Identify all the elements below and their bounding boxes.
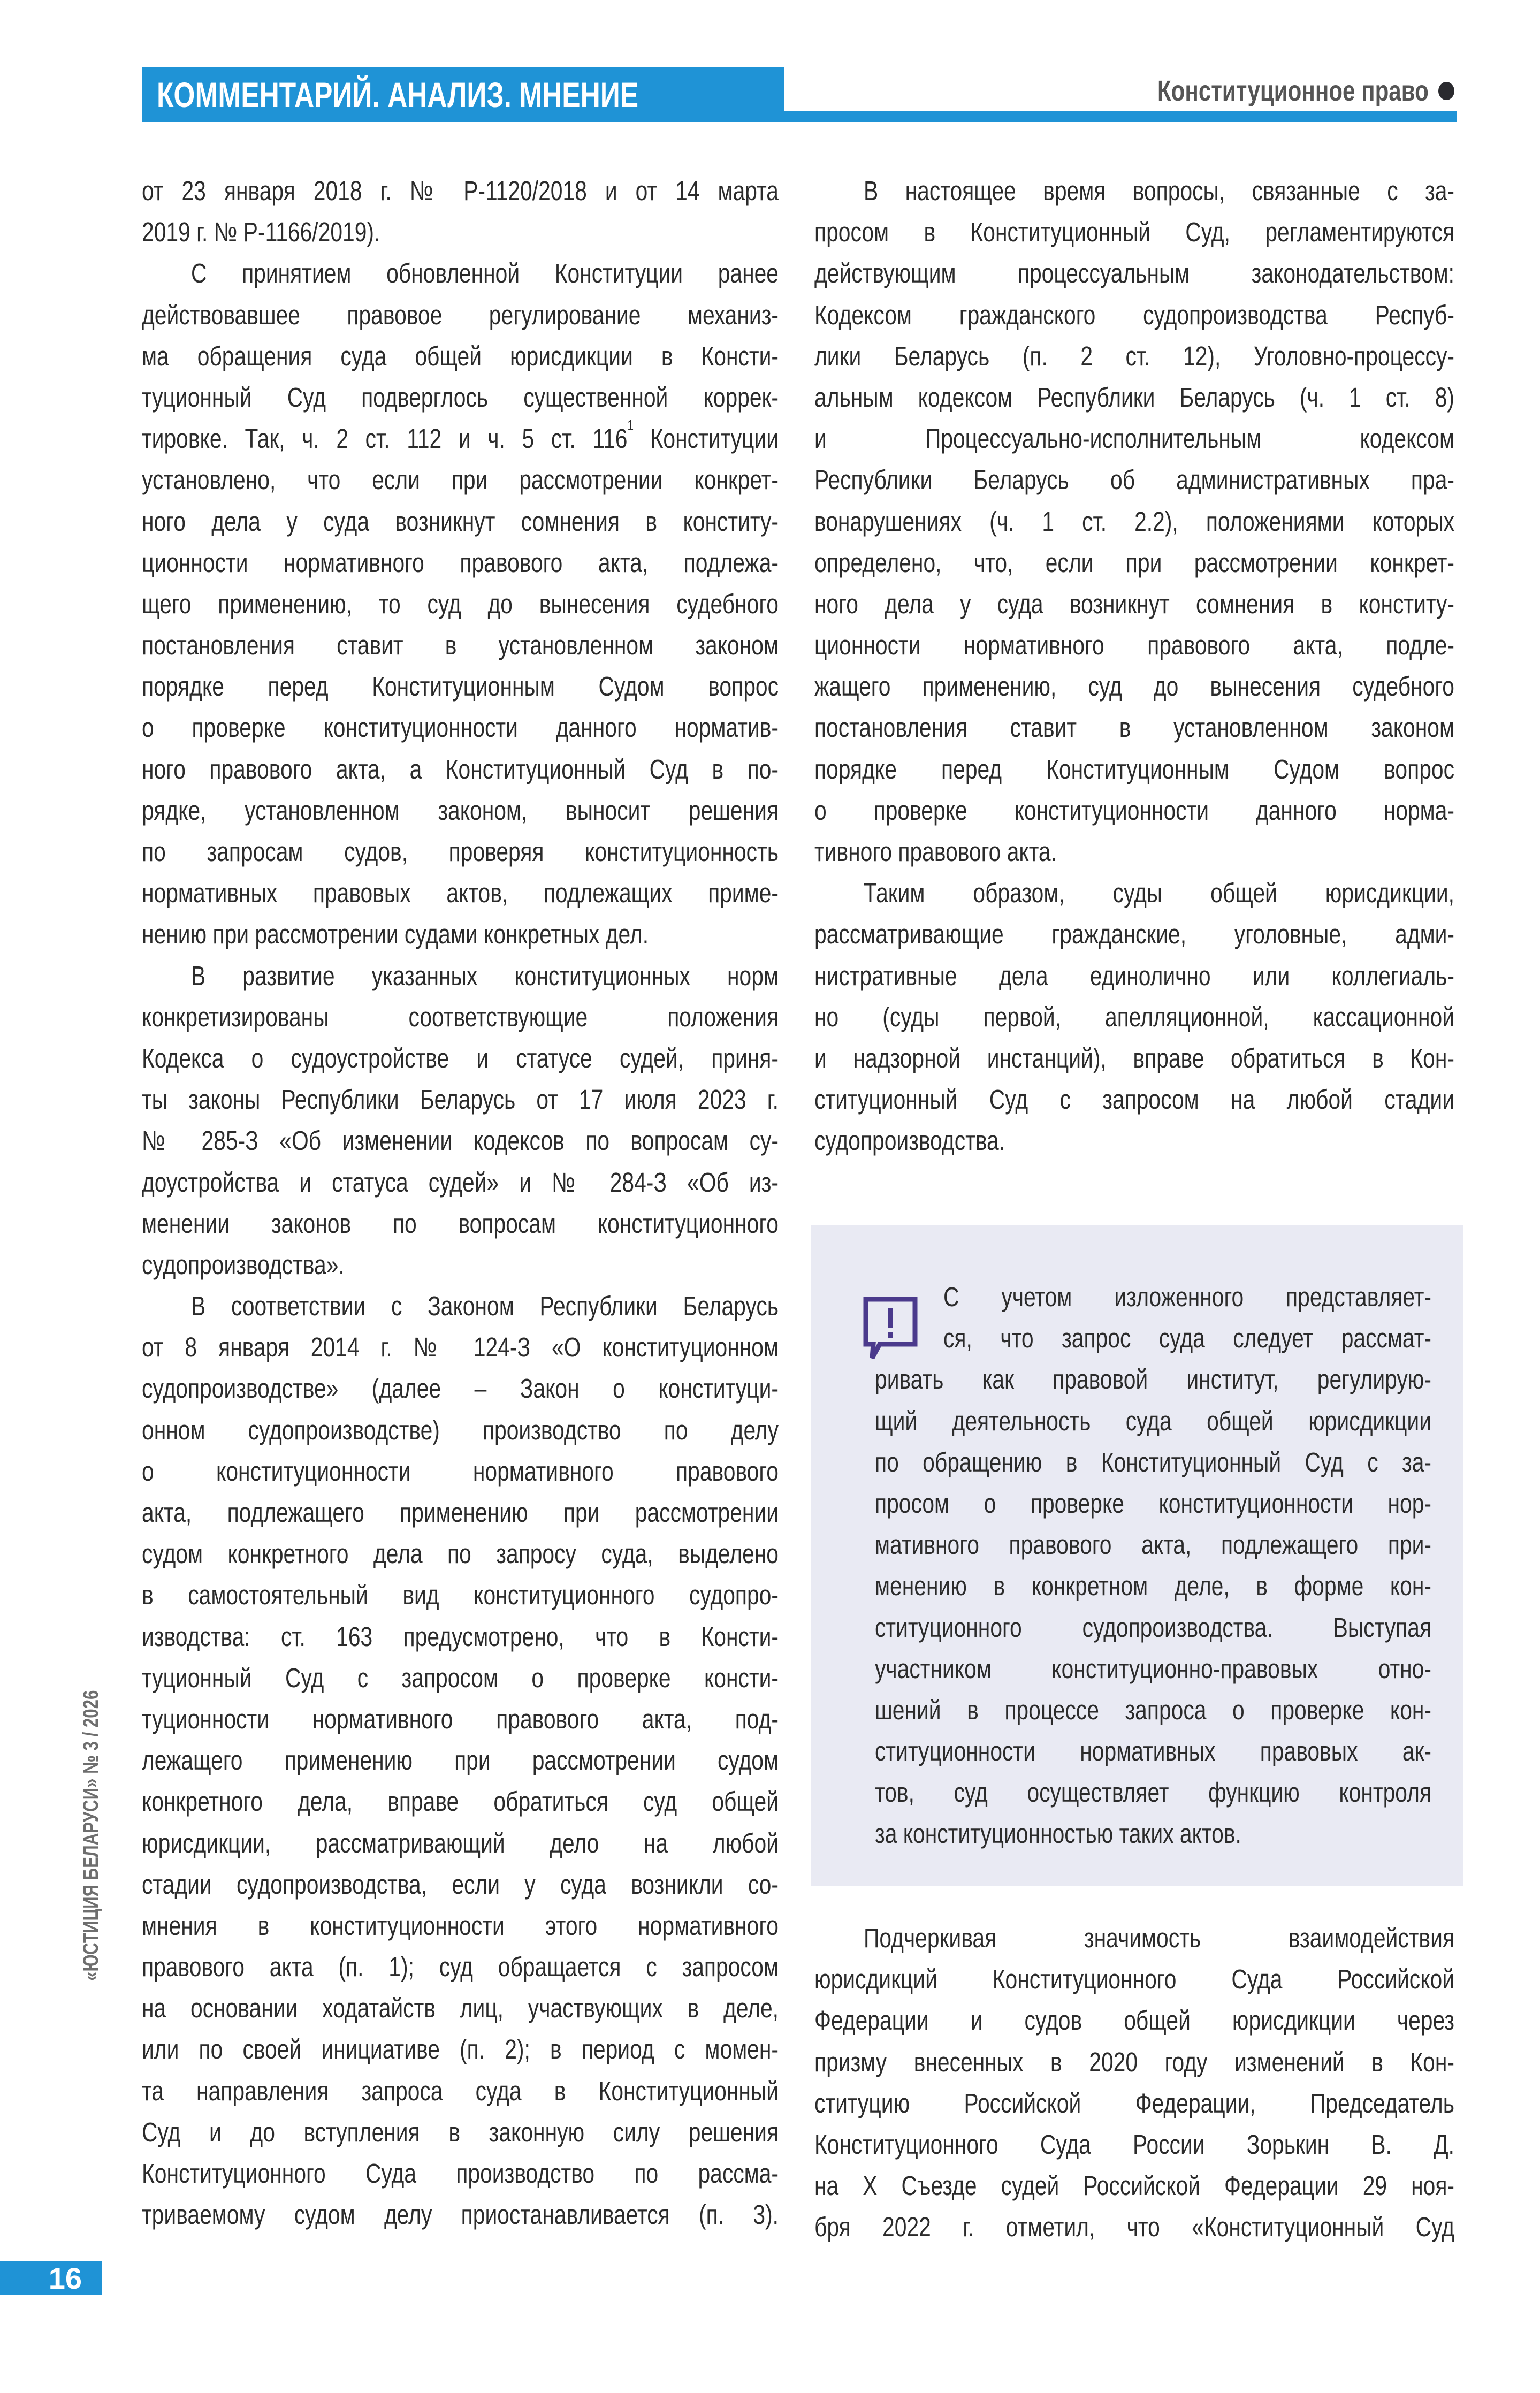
right-column: [814, 170, 1454, 1162]
text-line: судопроизводстве» (далее – Закон о конституци-: [142, 1373, 779, 1404]
text-line: ма обращения суда общей юрисдикции в Консти-: [142, 340, 779, 371]
superscript: 1: [627, 417, 634, 433]
text-line: от 8 января 2014 г. № 124-З «О конституционном: [142, 1332, 779, 1363]
text-line: о проверке конституционности данного норма-: [814, 795, 1454, 826]
text-line: призму внесенных в 2020 году изменений в Кон-: [814, 2046, 1454, 2077]
text-line: от 23 января 2018 г. № Р-1120/2018 и от 14 марта: [142, 176, 779, 206]
callout-text: [875, 1276, 1431, 1855]
text-line: менению в конкретном деле, в форме кон-: [875, 1571, 1431, 1602]
text-line: судопроизводства».: [142, 1249, 345, 1280]
text-line: нормативных правовых актов, подлежащих приме-: [142, 878, 779, 909]
text-line: щий деятельность суда общей юрисдикции: [875, 1405, 1431, 1436]
text-line: по запросам судов, проверяя конституционность: [142, 836, 779, 867]
text-line: ты законы Республики Беларусь от 17 июля 2023 г.: [142, 1084, 779, 1115]
text-line: мнения в конституционности этого нормативного: [142, 1910, 779, 1941]
paragraph-start: В соответствии с Законом Республики Беларусь: [191, 1291, 779, 1322]
text-line: конкретного дела, вправе обратиться суд общей: [142, 1786, 779, 1817]
text-line: мативного правового акта, подлежащего при-: [875, 1529, 1431, 1560]
text-line: правового акта (п. 1); суд обращается с запросом: [142, 1952, 779, 1983]
text-line-with-footnote: [142, 418, 779, 459]
text-line: и надзорной инстанций), вправе обратиться в Кон-: [814, 1042, 1454, 1073]
text-line: ного дела у суда возникнут сомнения в конститу-: [142, 506, 779, 537]
text-line: щего применению, то суд до вынесения судебного: [142, 588, 779, 619]
journal-title: «ЮСТИЦИЯ БЕЛАРУСИ» № 3 / 2026: [79, 1690, 103, 1981]
right-column-bottom: [814, 1917, 1454, 2248]
text-line: шений в процессе запроса о проверке кон-: [875, 1694, 1431, 1725]
text-line: конкретизированы соответствующие положения: [142, 1001, 779, 1032]
text-line: вонарушениях (ч. 1 ст. 2.2), положениями которых: [814, 506, 1454, 537]
section-label: [1081, 72, 1454, 110]
paragraph-start: В настоящее время вопросы, связанные с за-: [864, 176, 1454, 206]
text-line: судом конкретного дела по запросу суда, выделено: [142, 1538, 779, 1569]
text-line: бря 2022 г. отметил, что «Конституционный Суд: [814, 2212, 1454, 2243]
text-line: 2019 г. № Р-1166/2019).: [142, 217, 380, 248]
text-line: ституцию Российской Федерации, Председатель: [814, 2087, 1454, 2118]
text-line: доустройства и статуса судей» и № 284-З «Об из-: [142, 1167, 779, 1198]
text-line: ституционный Суд с запросом на любой стадии: [814, 1084, 1454, 1115]
text-line: нистративные дела единолично или коллегиаль-: [814, 960, 1454, 991]
text-line: ституционности нормативных правовых ак-: [875, 1736, 1431, 1767]
text-line: ся, что запрос суда следует рассмат-: [943, 1323, 1431, 1354]
text-line: Кодексом гражданского судопроизводства Респуб-: [814, 299, 1454, 330]
text-line: жащего применению, суд до вынесения судебного: [814, 671, 1454, 702]
text-line: установлено, что если при рассмотрении конкрет-: [142, 464, 779, 496]
section-title: Конституционное право: [1157, 75, 1429, 107]
text-line: юрисдикций Конституционного Суда Российской: [814, 1964, 1454, 1995]
text-line: лежащего применению при рассмотрении судом: [142, 1745, 779, 1776]
header-rule: [784, 111, 1457, 122]
paragraph-start: Таким образом, суды общей юрисдикции,: [864, 878, 1454, 909]
text-line: тивного правового акта.: [814, 836, 1057, 867]
text-line: порядке перед Конституционным Судом вопрос: [142, 671, 779, 702]
paragraph-start: С принятием обновленной Конституции ранее: [191, 258, 779, 289]
text-line: судопроизводства.: [814, 1125, 1005, 1156]
text-line: ривать как правовой институт, регулирую-: [875, 1364, 1431, 1395]
text-line: менении законов по вопросам конституционного: [142, 1208, 779, 1239]
text-line: № 285-З «Об изменении кодексов по вопросам су-: [142, 1125, 779, 1156]
text-line: постановления ставит в установленном законом: [814, 712, 1454, 743]
text-line: и Процессуально-исполнительным кодексом: [814, 423, 1454, 454]
callout-box: [811, 1225, 1463, 1886]
text-line: тов, суд осуществляет функцию контроля: [875, 1777, 1431, 1808]
text-line: нению при рассмотрении судами конкретных дел.: [142, 919, 649, 950]
text-line: в самостоятельный вид конституционного судопро-: [142, 1580, 779, 1611]
text-line: Конституционного Суда производство по рассма-: [142, 2158, 779, 2189]
text-fragment: Конституции: [634, 423, 779, 454]
text-line: онном судопроизводстве) производство по делу: [142, 1414, 779, 1445]
text-line: ституционного судопроизводства. Выступая: [875, 1612, 1431, 1643]
text-line: Кодекса о судоустройстве и статусе судей, приня-: [142, 1042, 779, 1073]
text-line: рядке, установленном законом, выносит решения: [142, 795, 779, 826]
text-line: туционный Суд с запросом о проверке консти-: [142, 1662, 779, 1693]
text-line: на X Съезде судей Российской Федерации 29 ноя-: [814, 2170, 1454, 2201]
text-line: но (суды первой, апелляционной, кассационной: [814, 1001, 1454, 1032]
journal-title-vertical: [79, 1690, 103, 1981]
text-line: ционности нормативного правового акта, подле-: [814, 630, 1454, 661]
text-line: о конституционности нормативного правового: [142, 1455, 779, 1487]
text-line: постановления ставит в установленном законом: [142, 630, 779, 661]
text-line: определено, что, если при рассмотрении конкрет-: [814, 547, 1454, 578]
text-line: юрисдикции, рассматривающий дело на любой: [142, 1827, 779, 1858]
text-line: триваемому судом делу приостанавливается (п. 3).: [142, 2199, 779, 2230]
text-line: по обращению в Конституционный Суд с за-: [875, 1446, 1431, 1477]
text-line: изводства: ст. 163 предусмотрено, что в Консти-: [142, 1621, 779, 1652]
paragraph-start: В развитие указанных конституционных норм: [191, 960, 779, 991]
text-line: Федерации и судов общей юрисдикции через: [814, 2005, 1454, 2036]
paragraph-start: Подчеркивая значимость взаимодействия: [864, 1923, 1454, 1953]
text-line: туционности нормативного правового акта, под-: [142, 1703, 779, 1734]
text-line: о проверке конституционности данного норматив-: [142, 712, 779, 743]
text-line: Суд и до вступления в законную силу решения: [142, 2116, 779, 2147]
bullet-dot-icon: [1438, 82, 1454, 100]
text-line: или по своей инициативе (п. 2); в период с момен-: [142, 2034, 779, 2065]
text-line: ционности нормативного правового акта, подлежа-: [142, 547, 779, 578]
text-line: рассматривающие гражданские, уголовные, адми-: [814, 919, 1454, 950]
text-fragment: тировке. Так, ч. 2 ст. 112 и ч. 5 ст. 116: [142, 423, 628, 454]
text-line: та направления запроса суда в Конституционный: [142, 2075, 779, 2106]
text-line: просом о проверке конституционности нор-: [875, 1488, 1431, 1519]
text-line: стадии судопроизводства, если у суда возникли со-: [142, 1869, 779, 1900]
text-line: акта, подлежащего применению при рассмотрении: [142, 1497, 779, 1528]
left-column: [142, 170, 779, 2235]
text-line: действующим процессуальным законодательством:: [814, 258, 1454, 289]
text-line: участником конституционно-правовых отно-: [875, 1653, 1431, 1684]
text-line: С учетом изложенного представляет-: [943, 1282, 1431, 1312]
text-line: за конституционностью таких актов.: [875, 1818, 1241, 1849]
text-line: порядке перед Конституционным Судом вопрос: [814, 753, 1454, 784]
text-line: действовавшее правовое регулирование механиз-: [142, 299, 779, 330]
text-line: Республики Беларусь об административных пра-: [814, 464, 1454, 496]
text-line: лики Беларусь (п. 2 ст. 12), Уголовно-процессу-: [814, 340, 1454, 371]
page-number: 16: [0, 2261, 102, 2295]
text-line: ного правового акта, а Конституционный Суд в по-: [142, 753, 779, 784]
text-line: альным кодексом Республики Беларусь (ч. 1 ст. 8): [814, 382, 1454, 413]
rubric-banner: [142, 67, 784, 122]
text-line: на основании ходатайств лиц, участвующих в деле,: [142, 1993, 779, 2024]
rubric-title: КОММЕНТАРИЙ. АНАЛИЗ. МНЕНИЕ: [157, 74, 639, 115]
text-line: туционный Суд подверглось существенной коррек-: [142, 382, 779, 413]
text-line: Конституционного Суда России Зорькин В. Д.: [814, 2129, 1454, 2160]
text-line: ного дела у суда возникнут сомнения в конститу-: [814, 588, 1454, 619]
text-line: просом в Конституционный Суд, регламентируются: [814, 217, 1454, 248]
